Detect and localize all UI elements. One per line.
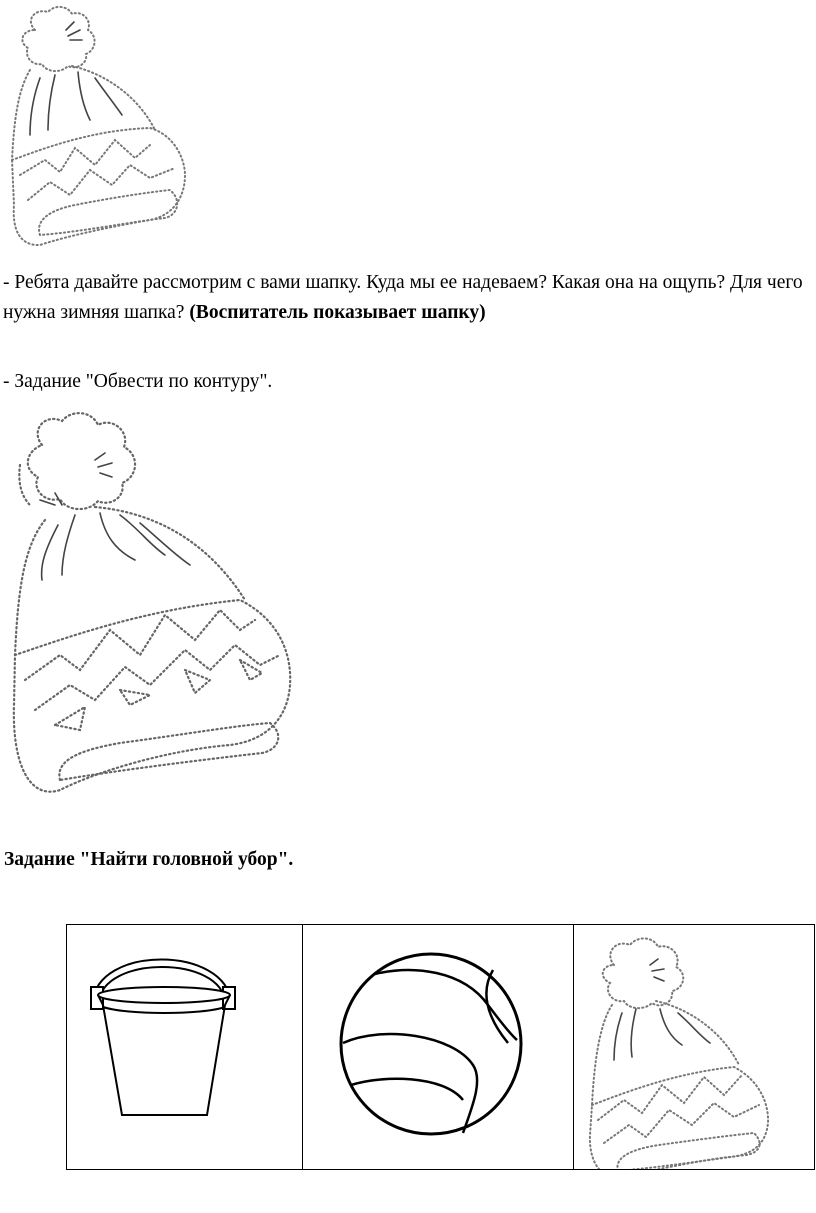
hat-pompom [19,413,135,509]
hat-pompom [22,7,94,71]
find-task-text: Задание "Найти головной убор". [4,849,294,870]
choice-cell-hat[interactable] [574,925,815,1170]
intro-paragraph [3,268,808,328]
ball-icon [303,925,573,1169]
choice-row [67,925,815,1170]
hat-body [12,66,185,245]
choice-cell-ball[interactable] [303,925,574,1170]
winter-hat-icon [574,925,814,1169]
find-task-heading [4,849,293,871]
intro-text: - Ребята давайте рассмотрим с вами шапку. Куда мы ее надеваем? Какая она на ощупь? Для чего нужна зимняя шапка? [3,272,803,323]
choice-table [66,924,815,1170]
choice-cell-bucket[interactable] [67,925,303,1170]
hat-illustration-top [0,0,200,250]
hat-body [14,507,290,792]
trace-task-line [3,367,808,397]
bucket-icon [67,925,302,1169]
trace-task-text: - Задание "Обвести по контуру". [3,371,273,392]
hat-illustration-middle [0,405,300,810]
intro-bold-note: (Воспитатель показывает шапку) [189,302,486,323]
